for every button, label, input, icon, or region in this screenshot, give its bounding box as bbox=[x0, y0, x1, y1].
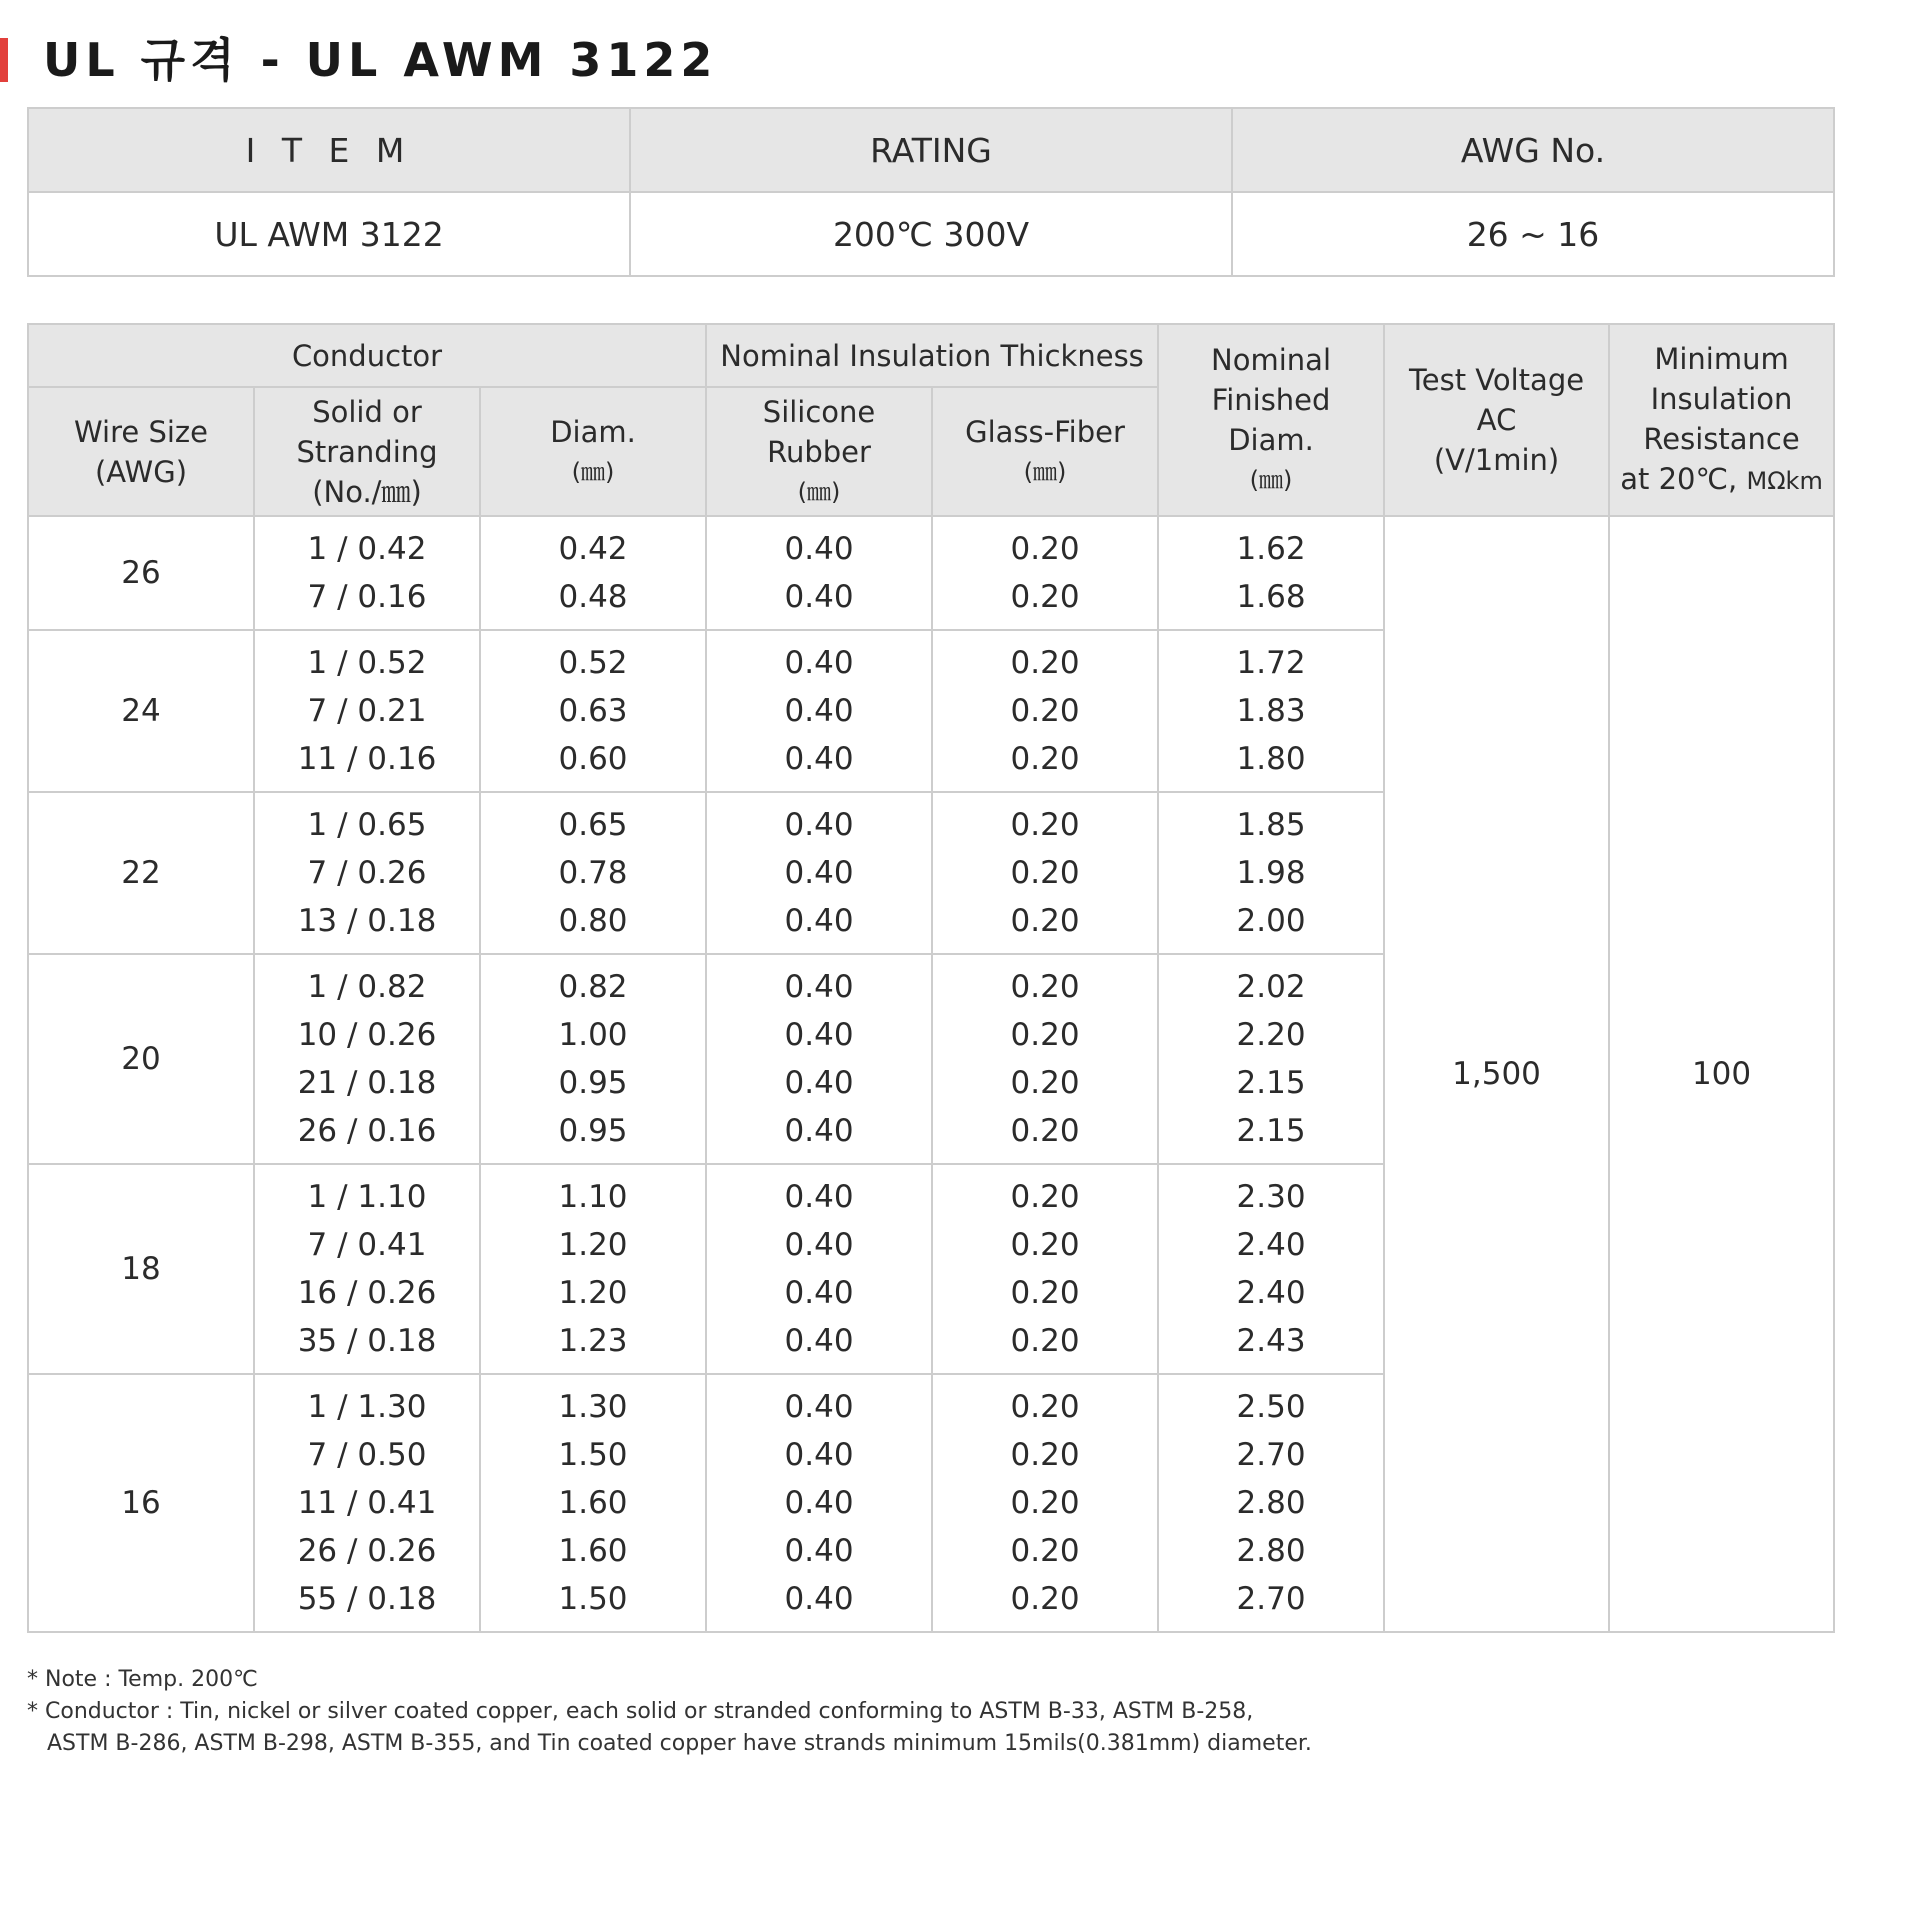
cell-value: 0.40 bbox=[784, 1227, 854, 1263]
summary-value-row bbox=[28, 192, 1834, 276]
cell-value: 0.20 bbox=[1010, 1533, 1080, 1569]
cell-value: 35 / 0.18 bbox=[297, 1323, 437, 1359]
cell-value: 0.40 bbox=[784, 1179, 854, 1215]
cell-value: 1.60 bbox=[558, 1485, 628, 1521]
cell-value: 0.20 bbox=[1010, 1179, 1080, 1215]
header-diam-unit: (㎜) bbox=[571, 457, 615, 486]
cell-value: 0.40 bbox=[784, 903, 854, 939]
glass-cell bbox=[932, 792, 1158, 954]
cell-value: 0.40 bbox=[784, 1017, 854, 1053]
stranding-cell bbox=[254, 1164, 480, 1374]
cell-value: 1.30 bbox=[558, 1389, 628, 1425]
summary-table bbox=[27, 107, 1835, 277]
cell-value: 0.20 bbox=[1010, 1227, 1080, 1263]
cell-value: 1.85 bbox=[1236, 807, 1306, 843]
cell-value: 0.52 bbox=[558, 645, 628, 681]
glass-cell bbox=[932, 630, 1158, 792]
cell-value: 0.78 bbox=[558, 855, 628, 891]
cell-value: 0.40 bbox=[784, 531, 854, 567]
header-test-voltage bbox=[1384, 324, 1609, 516]
silicone-cell bbox=[706, 516, 932, 630]
header-resistance-last-line bbox=[1610, 459, 1833, 501]
finished-cell bbox=[1158, 630, 1384, 792]
cell-value: 0.20 bbox=[1010, 855, 1080, 891]
silicone-cell bbox=[706, 1374, 932, 1632]
glass-cell bbox=[932, 954, 1158, 1164]
stranding-cell bbox=[254, 516, 480, 630]
cell-value: 13 / 0.18 bbox=[297, 903, 437, 939]
cell-value: 1 / 0.42 bbox=[307, 531, 427, 567]
header-resistance-temp: at 20℃, bbox=[1620, 462, 1747, 496]
cell-value: 7 / 0.21 bbox=[307, 693, 427, 729]
cell-value: 0.40 bbox=[784, 855, 854, 891]
summary-value-rating: 200℃ 300V bbox=[630, 192, 1232, 276]
header-insulation-thickness: Nominal Insulation Thickness bbox=[706, 324, 1158, 387]
header-test-voltage-line: AC bbox=[1476, 403, 1517, 437]
cell-value: 0.63 bbox=[558, 693, 628, 729]
cell-value: 55 / 0.18 bbox=[297, 1581, 437, 1617]
cell-value: 1 / 0.52 bbox=[307, 645, 427, 681]
header-diam-line: Diam. bbox=[550, 414, 636, 449]
cell-value: 2.30 bbox=[1236, 1179, 1306, 1215]
cell-value: 7 / 0.41 bbox=[307, 1227, 427, 1263]
cell-value: 1.72 bbox=[1236, 645, 1306, 681]
cell-value: 1.68 bbox=[1236, 579, 1306, 615]
header-resistance-unit: MΩkm bbox=[1746, 467, 1823, 495]
cell-value: 2.40 bbox=[1236, 1227, 1306, 1263]
cell-value: 0.40 bbox=[784, 1065, 854, 1101]
cell-value: 2.80 bbox=[1236, 1533, 1306, 1569]
glass-cell bbox=[932, 1164, 1158, 1374]
diam-cell bbox=[480, 630, 706, 792]
header-wire-size bbox=[28, 387, 254, 516]
cell-value: 1.20 bbox=[558, 1275, 628, 1311]
cell-value: 0.40 bbox=[784, 579, 854, 615]
cell-value: 0.20 bbox=[1010, 579, 1080, 615]
cell-value: 0.95 bbox=[558, 1065, 628, 1101]
stranding-cell bbox=[254, 630, 480, 792]
cell-value: 0.95 bbox=[558, 1113, 628, 1149]
cell-value: 0.20 bbox=[1010, 1437, 1080, 1473]
note-conductor: * Conductor : Tin, nickel or silver coated copper, each solid or stranded conforming to ASTM B-33, ASTM B-258, bbox=[27, 1699, 1254, 1724]
header-finished-line: Nominal bbox=[1211, 343, 1331, 377]
cell-value: 2.15 bbox=[1236, 1113, 1306, 1149]
cell-value: 2.70 bbox=[1236, 1437, 1306, 1473]
wire-size-cell: 26 bbox=[28, 516, 254, 630]
wire-size-cell: 24 bbox=[28, 630, 254, 792]
wire-size-cell: 22 bbox=[28, 792, 254, 954]
summary-header-item: I T E M bbox=[28, 108, 630, 192]
summary-value-item: UL AWM 3122 bbox=[28, 192, 630, 276]
cell-value: 0.20 bbox=[1010, 969, 1080, 1005]
cell-value: 1.80 bbox=[1236, 741, 1306, 777]
cell-value: 1 / 1.10 bbox=[307, 1179, 427, 1215]
stranding-cell bbox=[254, 792, 480, 954]
cell-value: 1.83 bbox=[1236, 693, 1306, 729]
cell-value: 1.50 bbox=[558, 1437, 628, 1473]
title-accent-bar bbox=[0, 38, 8, 82]
finished-cell bbox=[1158, 1374, 1384, 1632]
table-row bbox=[28, 516, 1834, 630]
header-glass-unit: (㎜) bbox=[1023, 457, 1067, 486]
header-glass-line: Glass-Fiber bbox=[965, 414, 1125, 449]
cell-value: 2.15 bbox=[1236, 1065, 1306, 1101]
cell-value: 2.00 bbox=[1236, 903, 1306, 939]
cell-value: 0.40 bbox=[784, 645, 854, 681]
finished-cell bbox=[1158, 1164, 1384, 1374]
cell-value: 0.40 bbox=[784, 1323, 854, 1359]
diam-cell bbox=[480, 954, 706, 1164]
cell-value: 0.65 bbox=[558, 807, 628, 843]
cell-value: 2.20 bbox=[1236, 1017, 1306, 1053]
header-stranding-line: (No./㎜) bbox=[312, 474, 422, 509]
cell-value: 11 / 0.41 bbox=[297, 1485, 437, 1521]
cell-value: 1.62 bbox=[1236, 531, 1306, 567]
header-resistance-line: Insulation bbox=[1650, 382, 1793, 416]
cell-value: 2.80 bbox=[1236, 1485, 1306, 1521]
cell-value: 1 / 1.30 bbox=[307, 1389, 427, 1425]
diam-cell bbox=[480, 1374, 706, 1632]
header-silicone-rubber bbox=[706, 387, 932, 516]
summary-value-awg: 26 ~ 16 bbox=[1232, 192, 1834, 276]
header-conductor: Conductor bbox=[28, 324, 706, 387]
min-resistance-cell: 100 bbox=[1609, 516, 1834, 1632]
cell-value: 0.20 bbox=[1010, 1485, 1080, 1521]
header-diam bbox=[480, 387, 706, 516]
cell-value: 0.40 bbox=[784, 1485, 854, 1521]
cell-value: 26 / 0.16 bbox=[297, 1113, 437, 1149]
cell-value: 0.20 bbox=[1010, 903, 1080, 939]
test-voltage-cell: 1,500 bbox=[1384, 516, 1609, 1632]
header-stranding-line: Stranding bbox=[296, 434, 438, 469]
note-conductor-cont: ASTM B-286, ASTM B-298, ASTM B-355, and Tin coated copper have strands minimum 15mils(0.381mm) diameter. bbox=[47, 1731, 1312, 1756]
cell-value: 0.20 bbox=[1010, 1017, 1080, 1053]
silicone-cell bbox=[706, 1164, 932, 1374]
footnotes bbox=[27, 1664, 1527, 1760]
cell-value: 0.40 bbox=[784, 807, 854, 843]
cell-value: 0.20 bbox=[1010, 1389, 1080, 1425]
header-glass-fiber bbox=[932, 387, 1158, 516]
cell-value: 0.20 bbox=[1010, 693, 1080, 729]
cell-value: 11 / 0.16 bbox=[297, 741, 437, 777]
cell-value: 1.20 bbox=[558, 1227, 628, 1263]
stranding-cell bbox=[254, 954, 480, 1164]
cell-value: 16 / 0.26 bbox=[297, 1275, 437, 1311]
header-min-resistance bbox=[1609, 324, 1834, 516]
cell-value: 1.60 bbox=[558, 1533, 628, 1569]
cell-value: 0.40 bbox=[784, 1533, 854, 1569]
cell-value: 2.70 bbox=[1236, 1581, 1306, 1617]
header-finished-diam bbox=[1158, 324, 1384, 516]
diam-cell bbox=[480, 792, 706, 954]
cell-value: 0.20 bbox=[1010, 1581, 1080, 1617]
cell-value: 10 / 0.26 bbox=[297, 1017, 437, 1053]
header-finished-line: Finished bbox=[1211, 383, 1331, 417]
cell-value: 1.23 bbox=[558, 1323, 628, 1359]
spec-body bbox=[28, 516, 1834, 1632]
cell-value: 26 / 0.26 bbox=[297, 1533, 437, 1569]
cell-value: 7 / 0.50 bbox=[307, 1437, 427, 1473]
cell-value: 0.40 bbox=[784, 1389, 854, 1425]
diam-cell bbox=[480, 516, 706, 630]
glass-cell bbox=[932, 516, 1158, 630]
header-finished-unit: (㎜) bbox=[1249, 466, 1293, 494]
header-silicone-unit: (㎜) bbox=[797, 477, 841, 506]
cell-value: 0.20 bbox=[1010, 1065, 1080, 1101]
wire-size-cell: 20 bbox=[28, 954, 254, 1164]
header-wire-size-line: (AWG) bbox=[94, 454, 188, 489]
finished-cell bbox=[1158, 516, 1384, 630]
header-silicone-line: Silicone Rubber bbox=[762, 394, 876, 469]
cell-value: 0.42 bbox=[558, 531, 628, 567]
header-stranding bbox=[254, 387, 480, 516]
cell-value: 0.80 bbox=[558, 903, 628, 939]
finished-cell bbox=[1158, 954, 1384, 1164]
cell-value: 1.10 bbox=[558, 1179, 628, 1215]
cell-value: 0.40 bbox=[784, 1437, 854, 1473]
page-title: UL 규격 - UL AWM 3122 bbox=[43, 33, 718, 87]
cell-value: 0.20 bbox=[1010, 1113, 1080, 1149]
summary-header-row bbox=[28, 108, 1834, 192]
cell-value: 1.00 bbox=[558, 1017, 628, 1053]
cell-value: 1.98 bbox=[1236, 855, 1306, 891]
cell-value: 1 / 0.65 bbox=[307, 807, 427, 843]
cell-value: 2.50 bbox=[1236, 1389, 1306, 1425]
summary-header-awg: AWG No. bbox=[1232, 108, 1834, 192]
stranding-cell bbox=[254, 1374, 480, 1632]
cell-value: 21 / 0.18 bbox=[297, 1065, 437, 1101]
cell-value: 0.60 bbox=[558, 741, 628, 777]
header-resistance-line: Minimum bbox=[1654, 342, 1789, 376]
wire-size-cell: 16 bbox=[28, 1374, 254, 1632]
cell-value: 0.20 bbox=[1010, 741, 1080, 777]
silicone-cell bbox=[706, 792, 932, 954]
note-temp: * Note : Temp. 200℃ bbox=[27, 1667, 258, 1692]
cell-value: 0.82 bbox=[558, 969, 628, 1005]
header-resistance-line: Resistance bbox=[1643, 422, 1800, 456]
cell-value: 0.40 bbox=[784, 1113, 854, 1149]
header-test-voltage-line: Test Voltage bbox=[1408, 363, 1585, 397]
header-wire-size-line: Wire Size bbox=[74, 414, 208, 449]
header-stranding-line: Solid or bbox=[312, 394, 422, 429]
cell-value: 0.40 bbox=[784, 741, 854, 777]
cell-value: 2.43 bbox=[1236, 1323, 1306, 1359]
cell-value: 7 / 0.16 bbox=[307, 579, 427, 615]
cell-value: 2.40 bbox=[1236, 1275, 1306, 1311]
cell-value: 7 / 0.26 bbox=[307, 855, 427, 891]
cell-value: 0.40 bbox=[784, 1581, 854, 1617]
header-test-voltage-line: (V/1min) bbox=[1433, 443, 1560, 477]
cell-value: 1 / 0.82 bbox=[307, 969, 427, 1005]
cell-value: 0.48 bbox=[558, 579, 628, 615]
cell-value: 0.20 bbox=[1010, 1275, 1080, 1311]
cell-value: 0.20 bbox=[1010, 807, 1080, 843]
diam-cell bbox=[480, 1164, 706, 1374]
cell-value: 0.20 bbox=[1010, 531, 1080, 567]
silicone-cell bbox=[706, 630, 932, 792]
cell-value: 0.40 bbox=[784, 693, 854, 729]
cell-value: 0.40 bbox=[784, 1275, 854, 1311]
cell-value: 1.50 bbox=[558, 1581, 628, 1617]
cell-value: 2.02 bbox=[1236, 969, 1306, 1005]
cell-value: 0.20 bbox=[1010, 645, 1080, 681]
spec-header-row-top bbox=[28, 324, 1834, 387]
wire-size-cell: 18 bbox=[28, 1164, 254, 1374]
header-finished-line: Diam. bbox=[1228, 423, 1314, 457]
silicone-cell bbox=[706, 954, 932, 1164]
cell-value: 0.20 bbox=[1010, 1323, 1080, 1359]
spec-table bbox=[27, 323, 1835, 1633]
finished-cell bbox=[1158, 792, 1384, 954]
glass-cell bbox=[932, 1374, 1158, 1632]
summary-header-rating: RATING bbox=[630, 108, 1232, 192]
cell-value: 0.40 bbox=[784, 969, 854, 1005]
